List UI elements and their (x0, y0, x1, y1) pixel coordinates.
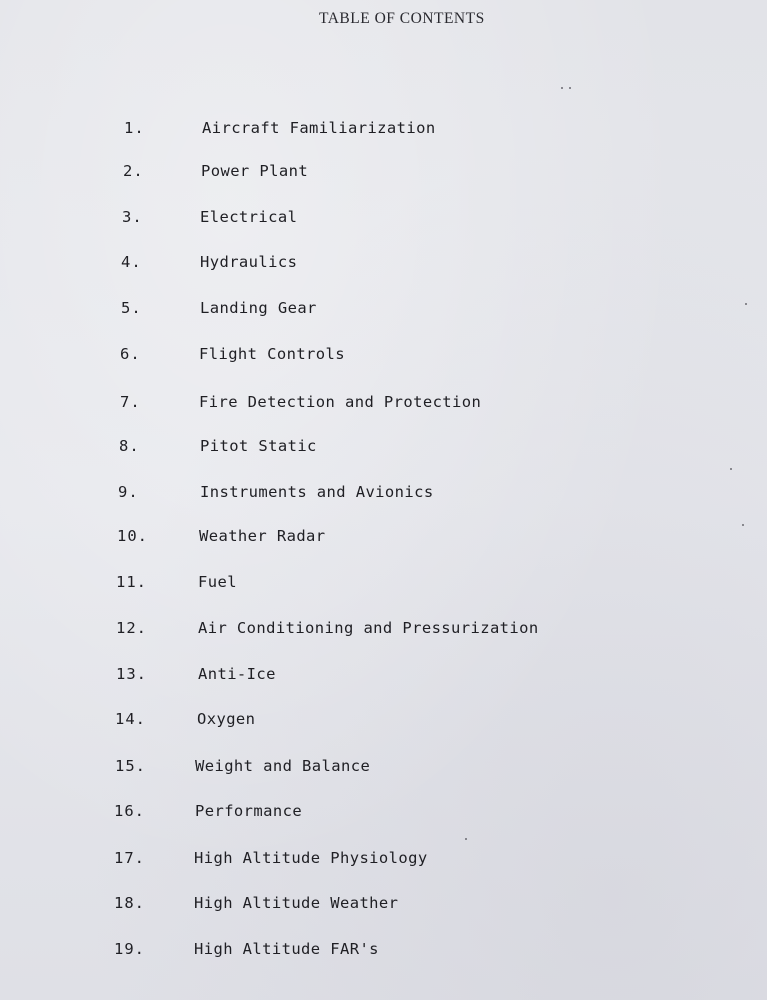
toc-item-number: 19. (114, 940, 145, 958)
toc-item (116, 619, 716, 641)
toc-item-label: Anti-Ice (198, 665, 276, 683)
toc-item-number: 18. (114, 894, 145, 912)
toc-item-label: High Altitude Physiology (194, 849, 428, 867)
page-title: TABLE OF CONTENTS (319, 10, 485, 27)
toc-item-number: 10. (117, 527, 148, 545)
toc-item (116, 665, 716, 687)
toc-item-label: Aircraft Familiarization (202, 119, 436, 137)
toc-item-number: 17. (114, 849, 145, 867)
toc-item-number: 2. (123, 162, 144, 180)
toc-item-number: 15. (115, 757, 146, 775)
paper-speck (745, 303, 747, 305)
toc-item-number: 16. (114, 802, 145, 820)
toc-item (121, 299, 721, 321)
toc-item (114, 894, 714, 916)
toc-item (116, 573, 716, 595)
toc-item-number: 13. (116, 665, 147, 683)
toc-item-label: Oxygen (197, 710, 256, 728)
toc-item-label: Pitot Static (200, 437, 317, 455)
toc-item-label: High Altitude FAR's (194, 940, 379, 958)
toc-item-label: Electrical (200, 208, 298, 226)
toc-item-number: 6. (120, 345, 141, 363)
toc-item (119, 437, 719, 459)
toc-item-label: Weather Radar (199, 527, 326, 545)
toc-item-number: 11. (116, 573, 147, 591)
toc-item-label: Air Conditioning and Pressurization (198, 619, 539, 637)
toc-item-label: Hydraulics (200, 253, 298, 271)
toc-item-number: 7. (120, 393, 141, 411)
toc-item-number: 1. (124, 119, 145, 137)
paper-speck (730, 468, 732, 470)
toc-item (114, 940, 714, 962)
toc-item-number: 3. (122, 208, 143, 226)
toc-item (120, 393, 720, 415)
toc-item (124, 119, 724, 141)
toc-item (122, 208, 722, 230)
toc-item (115, 757, 715, 779)
paper-speck (569, 87, 571, 89)
toc-item-label: Instruments and Avionics (200, 483, 434, 501)
toc-item (118, 483, 718, 505)
toc-item (123, 162, 723, 184)
toc-item-label: Power Plant (201, 162, 309, 180)
toc-item-number: 9. (118, 483, 139, 501)
paper-speck (742, 524, 744, 526)
toc-item (114, 849, 714, 871)
toc-item-label: Landing Gear (200, 299, 317, 317)
toc-item-number: 12. (116, 619, 147, 637)
toc-item (114, 802, 714, 824)
toc-item-label: High Altitude Weather (194, 894, 399, 912)
toc-item-label: Fire Detection and Protection (199, 393, 482, 411)
toc-item-label: Fuel (198, 573, 237, 591)
toc-item-label: Performance (195, 802, 303, 820)
toc-item-number: 5. (121, 299, 142, 317)
toc-item (120, 345, 720, 367)
toc-item-number: 8. (119, 437, 140, 455)
toc-item (121, 253, 721, 275)
paper-speck (465, 838, 467, 840)
toc-item-label: Weight and Balance (195, 757, 371, 775)
toc-item (117, 527, 717, 549)
toc-item-label: Flight Controls (199, 345, 345, 363)
toc-item-number: 4. (121, 253, 142, 271)
paper-speck (561, 87, 563, 89)
toc-item-number: 14. (115, 710, 146, 728)
toc-item (115, 710, 715, 732)
